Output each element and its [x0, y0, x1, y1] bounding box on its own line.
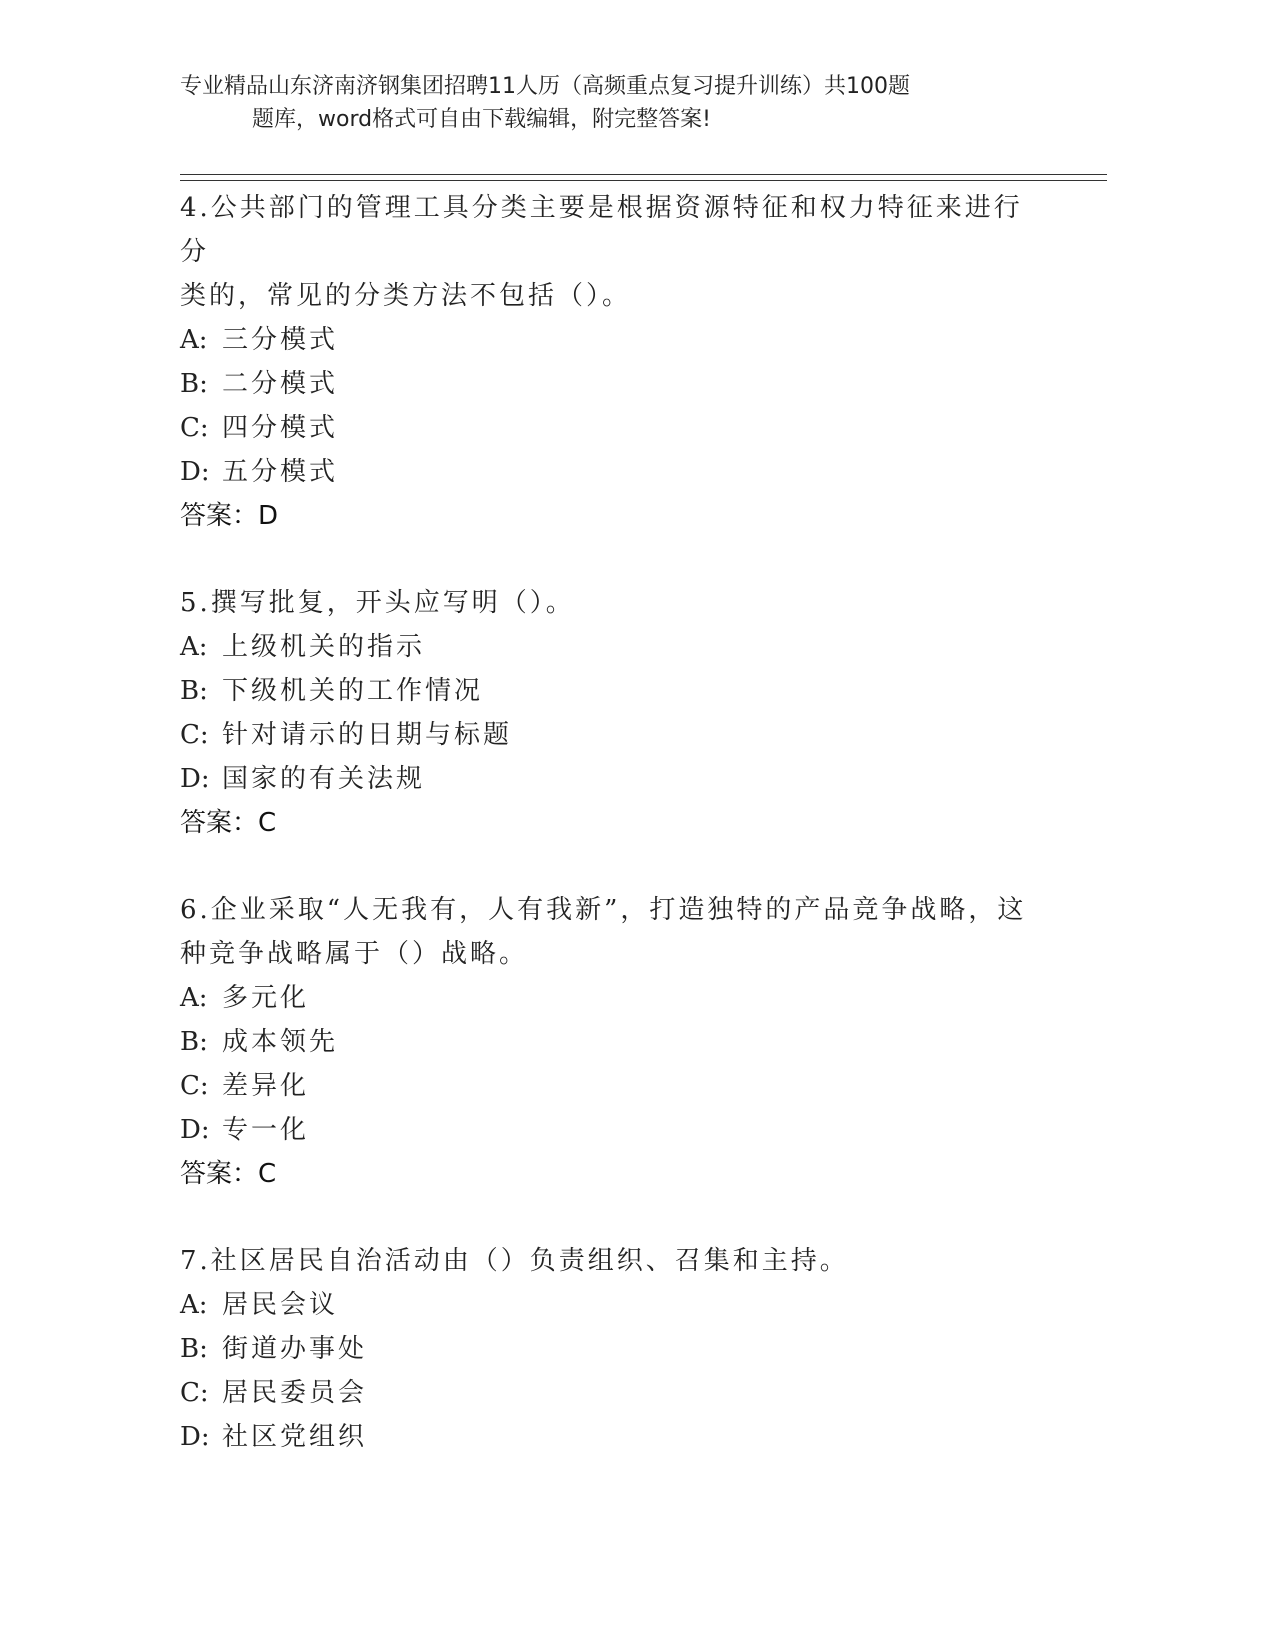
option-text: 上级机关的指示 [222, 632, 426, 662]
option-text: 针对请示的日期与标题 [222, 720, 513, 750]
option-b [180, 1020, 1040, 1064]
option-b [180, 669, 1040, 713]
header-title-line-1: 专业精品山东济南济钢集团招聘11人历（高频重点复习提升训练）共100题 [180, 74, 910, 99]
option-a [180, 976, 1040, 1020]
option-key: C: [180, 1378, 209, 1408]
question-4 [180, 186, 1040, 538]
option-text: 成本领先 [222, 1027, 339, 1057]
option-key: C: [180, 720, 209, 750]
question-stem-line: 类的，常见的分类方法不包括（）。 [180, 281, 632, 311]
option-key: C: [180, 413, 209, 443]
question-stem-line: 4.公共部门的管理工具分类主要是根据资源特征和权力特征来进行分 [180, 193, 1023, 267]
question-list [180, 186, 1040, 1502]
option-key: A: [180, 632, 208, 662]
question-stem-line: 7.社区居民自治活动由（）负责组织、召集和主持。 [180, 1246, 849, 1276]
answer-line: 答案：C [180, 808, 277, 838]
option-key: D: [180, 764, 210, 794]
option-a [180, 318, 1040, 362]
option-a [180, 1283, 1040, 1327]
question-7 [180, 1239, 1040, 1459]
option-b [180, 362, 1040, 406]
option-key: A: [180, 325, 208, 355]
option-d [180, 1415, 1040, 1459]
option-key: B: [180, 1027, 208, 1057]
option-text: 多元化 [222, 983, 310, 1013]
option-b [180, 1327, 1040, 1371]
option-key: D: [180, 1422, 210, 1452]
option-text: 差异化 [222, 1071, 310, 1101]
option-text: 四分模式 [222, 413, 339, 443]
option-key: D: [180, 1115, 210, 1145]
option-d [180, 757, 1040, 801]
option-text: 二分模式 [222, 369, 339, 399]
question-5 [180, 581, 1040, 845]
header-title-line-2: 题库，word格式可自由下载编辑，附完整答案! [252, 107, 711, 132]
option-key: B: [180, 1334, 208, 1364]
question-stem-line: 6.企业采取“人无我有，人有我新”，打造独特的产品竞争战略，这 [180, 895, 1027, 925]
option-d [180, 450, 1040, 494]
question-stem-line: 5.撰写批复，开头应写明（）。 [180, 588, 575, 618]
header-divider-top [180, 174, 1107, 175]
option-text: 国家的有关法规 [222, 764, 426, 794]
option-key: D: [180, 457, 210, 487]
document-header [180, 70, 1060, 136]
option-text: 三分模式 [222, 325, 339, 355]
option-text: 居民委员会 [222, 1378, 368, 1408]
option-c [180, 1064, 1040, 1108]
option-key: A: [180, 983, 208, 1013]
option-text: 社区党组织 [222, 1422, 368, 1452]
option-c [180, 406, 1040, 450]
question-6 [180, 888, 1040, 1196]
option-key: C: [180, 1071, 209, 1101]
option-c [180, 1371, 1040, 1415]
option-text: 下级机关的工作情况 [222, 676, 484, 706]
option-text: 专一化 [222, 1115, 310, 1145]
option-a [180, 625, 1040, 669]
option-key: B: [180, 676, 208, 706]
header-divider-bottom [180, 180, 1107, 181]
option-d [180, 1108, 1040, 1152]
option-key: A: [180, 1290, 208, 1320]
option-text: 街道办事处 [222, 1334, 368, 1364]
answer-line: 答案：C [180, 1159, 277, 1189]
option-text: 五分模式 [222, 457, 339, 487]
answer-line: 答案：D [180, 501, 279, 531]
option-c [180, 713, 1040, 757]
option-key: B: [180, 369, 208, 399]
option-text: 居民会议 [222, 1290, 339, 1320]
question-stem-line: 种竞争战略属于（）战略。 [180, 939, 529, 969]
